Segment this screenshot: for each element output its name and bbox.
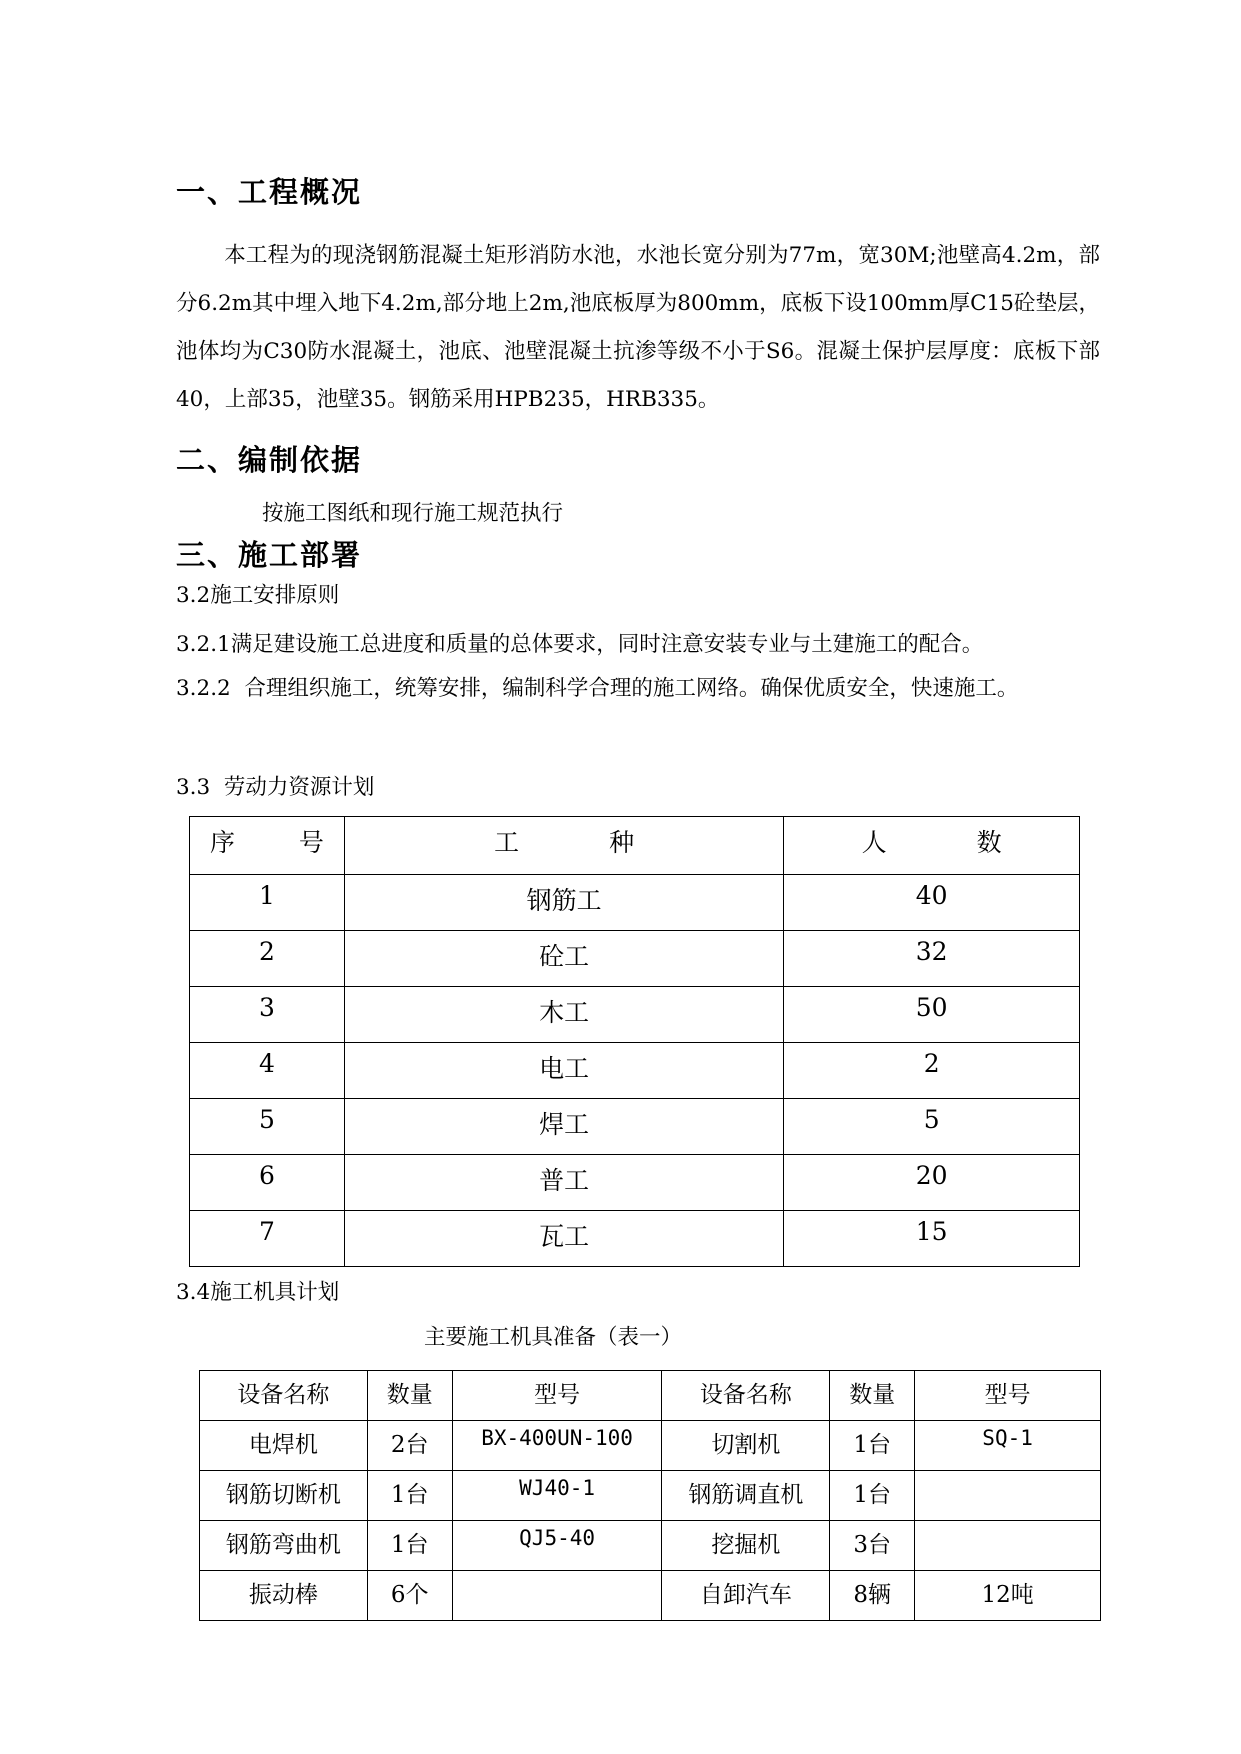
cell-equipment: 振动棒: [200, 1571, 368, 1621]
table-row: [200, 1471, 1101, 1521]
header-quantity: 数量: [367, 1371, 452, 1421]
cell-model: 12吨: [915, 1571, 1101, 1621]
cell-count: 5: [784, 1099, 1080, 1155]
cell-model: [915, 1471, 1101, 1521]
table-row: [190, 1099, 1080, 1155]
subsection-3-4: 3.4施工机具计划: [176, 1280, 340, 1305]
header-serial-no: 序 号: [190, 817, 345, 875]
cell-no: 7: [190, 1211, 345, 1267]
table-row: [190, 1043, 1080, 1099]
header-model: 型号: [452, 1371, 662, 1421]
table-header-row: [190, 817, 1080, 875]
table-row: [200, 1521, 1101, 1571]
cell-equipment: 钢筋调直机: [662, 1471, 830, 1521]
header-quantity: 数量: [830, 1371, 915, 1421]
cell-quantity: 8辆: [830, 1571, 915, 1621]
subsection-3-2: 3.2施工安排原则: [176, 583, 340, 608]
cell-count: 40: [784, 875, 1080, 931]
cell-no: 2: [190, 931, 345, 987]
cell-count: 2: [784, 1043, 1080, 1099]
cell-no: 3: [190, 987, 345, 1043]
cell-equipment: 自卸汽车: [662, 1571, 830, 1621]
cell-model: QJ5-40: [452, 1521, 662, 1571]
cell-count: 50: [784, 987, 1080, 1043]
table-row: [200, 1571, 1101, 1621]
cell-equipment: 钢筋弯曲机: [200, 1521, 368, 1571]
cell-no: 4: [190, 1043, 345, 1099]
table-row: [190, 1155, 1080, 1211]
overview-paragraph: [176, 232, 1100, 424]
table-row: [190, 987, 1080, 1043]
cell-quantity: 3台: [830, 1521, 915, 1571]
cell-quantity: 1台: [367, 1521, 452, 1571]
cell-model: WJ40-1: [452, 1471, 662, 1521]
overview-text: 本工程为的现浇钢筋混凝土矩形消防水池，水池长宽分别为77m，宽30M;池壁高4.2m，部分6.2m其中埋入地下4.2m,部分地上2m,池底板厚为800mm，底板下设100mm厚C15砼垫层，池体均为C30防水混凝土，池底、池壁混凝土抗渗等级不小于S6。混凝土保护层厚度：底板下部40，上部35，池壁35。钢筋采用HPB235，HRB335。: [176, 243, 1100, 412]
cell-model: BX-400UN-100: [452, 1421, 662, 1471]
cell-trade: 焊工: [344, 1099, 783, 1155]
cell-trade: 电工: [344, 1043, 783, 1099]
header-model: 型号: [915, 1371, 1101, 1421]
cell-no: 1: [190, 875, 345, 931]
cell-no: 5: [190, 1099, 345, 1155]
table-row: [200, 1421, 1101, 1471]
cell-equipment: 电焊机: [200, 1421, 368, 1471]
cell-equipment: 挖掘机: [662, 1521, 830, 1571]
item-3-2-1: 3.2.1满足建设施工总进度和质量的总体要求，同时注意安装专业与土建施工的配合。: [176, 632, 984, 657]
table-row: [190, 875, 1080, 931]
cell-quantity: 2台: [367, 1421, 452, 1471]
cell-quantity: 6个: [367, 1571, 452, 1621]
cell-model: SQ-1: [915, 1421, 1101, 1471]
tools-table-caption: 主要施工机具准备（表一）: [424, 1325, 683, 1350]
subsection-3-3: 3.3 劳动力资源计划: [176, 775, 375, 800]
cell-trade: 木工: [344, 987, 783, 1043]
cell-trade: 钢筋工: [344, 875, 783, 931]
cell-trade: 砼工: [344, 931, 783, 987]
cell-count: 15: [784, 1211, 1080, 1267]
section-title-deployment: 三、施工部署: [176, 538, 363, 572]
cell-count: 32: [784, 931, 1080, 987]
item-3-2-2: 3.2.2 合理组织施工，统筹安排，编制科学合理的施工网络。确保优质安全，快速施工。: [176, 676, 1019, 701]
cell-quantity: 1台: [830, 1421, 915, 1471]
cell-trade: 瓦工: [344, 1211, 783, 1267]
cell-model: [915, 1521, 1101, 1571]
cell-equipment: 切割机: [662, 1421, 830, 1471]
header-equipment-name: 设备名称: [200, 1371, 368, 1421]
labor-plan-table: [189, 816, 1080, 1267]
header-equipment-name: 设备名称: [662, 1371, 830, 1421]
cell-count: 20: [784, 1155, 1080, 1211]
equipment-table: [199, 1370, 1101, 1621]
cell-quantity: 1台: [830, 1471, 915, 1521]
basis-text: 按施工图纸和现行施工规范执行: [262, 501, 564, 526]
header-trade: 工 种: [344, 817, 783, 875]
cell-trade: 普工: [344, 1155, 783, 1211]
table-row: [190, 1211, 1080, 1267]
section-title-basis: 二、编制依据: [176, 443, 363, 477]
section-title-overview: 一、工程概况: [176, 175, 363, 209]
cell-equipment: 钢筋切断机: [200, 1471, 368, 1521]
header-headcount: 人 数: [784, 817, 1080, 875]
table-header-row: [200, 1371, 1101, 1421]
cell-model: [452, 1571, 662, 1621]
cell-quantity: 1台: [367, 1471, 452, 1521]
table-row: [190, 931, 1080, 987]
cell-no: 6: [190, 1155, 345, 1211]
